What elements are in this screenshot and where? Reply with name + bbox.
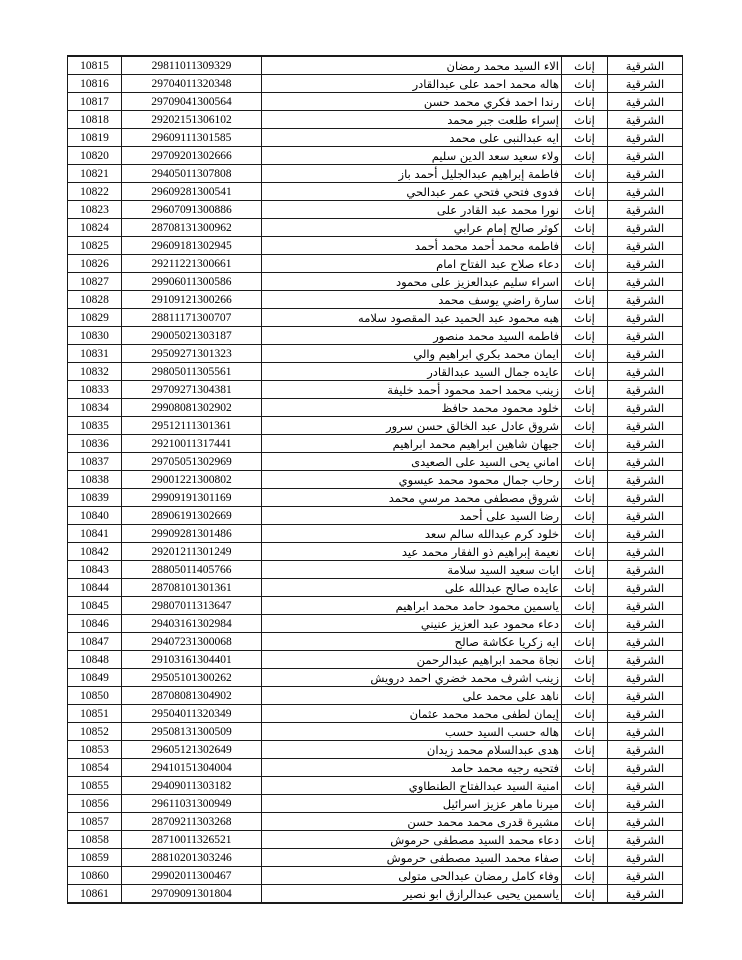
table-row <box>68 255 683 273</box>
cell-governorate: الشرقية <box>608 417 683 435</box>
cell-name: نجاة محمد ابراهيم عبدالرحمن <box>262 651 562 669</box>
cell-serial: 10846 <box>68 615 122 633</box>
cell-gender: إناث <box>562 777 608 795</box>
cell-name: الاء السيد محمد رمضان <box>262 56 562 75</box>
cell-national-id: 29202151306102 <box>122 111 262 129</box>
cell-national-id: 29908081302902 <box>122 399 262 417</box>
table-row <box>68 435 683 453</box>
table-row <box>68 273 683 291</box>
cell-governorate: الشرقية <box>608 237 683 255</box>
cell-national-id: 29704011320348 <box>122 75 262 93</box>
table-row <box>68 633 683 651</box>
cell-name: ولاء سعيد سعد الدين سليم <box>262 147 562 165</box>
cell-governorate: الشرقية <box>608 165 683 183</box>
cell-name: شروق مصطفى محمد مرسي محمد <box>262 489 562 507</box>
cell-name: خلود كرم عبدالله سالم سعد <box>262 525 562 543</box>
table-row <box>68 813 683 831</box>
cell-serial: 10858 <box>68 831 122 849</box>
cell-serial: 10849 <box>68 669 122 687</box>
cell-governorate: الشرقية <box>608 759 683 777</box>
cell-national-id: 29909281301486 <box>122 525 262 543</box>
table-row <box>68 795 683 813</box>
cell-national-id: 29611031300949 <box>122 795 262 813</box>
cell-national-id: 29607091300886 <box>122 201 262 219</box>
table-row <box>68 291 683 309</box>
cell-serial: 10818 <box>68 111 122 129</box>
cell-serial: 10856 <box>68 795 122 813</box>
table-row <box>68 597 683 615</box>
cell-serial: 10853 <box>68 741 122 759</box>
table-row <box>68 723 683 741</box>
cell-gender: إناث <box>562 633 608 651</box>
cell-name: زينب اشرف محمد خضري احمد درويش <box>262 669 562 687</box>
cell-gender: إناث <box>562 471 608 489</box>
cell-name: مشيرة قدرى محمد محمد حسن <box>262 813 562 831</box>
cell-name: رضا السيد على أحمد <box>262 507 562 525</box>
table-row <box>68 93 683 111</box>
cell-serial: 10822 <box>68 183 122 201</box>
cell-national-id: 29211221300661 <box>122 255 262 273</box>
table-row <box>68 777 683 795</box>
cell-gender: إناث <box>562 417 608 435</box>
cell-serial: 10843 <box>68 561 122 579</box>
cell-gender: إناث <box>562 201 608 219</box>
table-row <box>68 849 683 867</box>
cell-governorate: الشرقية <box>608 795 683 813</box>
cell-serial: 10832 <box>68 363 122 381</box>
cell-national-id: 29709091301804 <box>122 885 262 904</box>
cell-governorate: الشرقية <box>608 399 683 417</box>
cell-national-id: 29705051302969 <box>122 453 262 471</box>
cell-serial: 10830 <box>68 327 122 345</box>
cell-gender: إناث <box>562 507 608 525</box>
cell-governorate: الشرقية <box>608 201 683 219</box>
cell-name: عايده جمال السيد عبدالقادر <box>262 363 562 381</box>
cell-serial: 10819 <box>68 129 122 147</box>
table-row <box>68 741 683 759</box>
cell-gender: إناث <box>562 273 608 291</box>
cell-governorate: الشرقية <box>608 507 683 525</box>
cell-name: هدى عبدالسلام محمد زيدان <box>262 741 562 759</box>
table-row <box>68 507 683 525</box>
cell-serial: 10834 <box>68 399 122 417</box>
cell-name: ايه زكريا عكاشة صالح <box>262 633 562 651</box>
table-row <box>68 165 683 183</box>
cell-serial: 10841 <box>68 525 122 543</box>
cell-serial: 10833 <box>68 381 122 399</box>
cell-gender: إناث <box>562 363 608 381</box>
cell-national-id: 28708131300962 <box>122 219 262 237</box>
cell-gender: إناث <box>562 561 608 579</box>
table-row <box>68 399 683 417</box>
cell-governorate: الشرقية <box>608 255 683 273</box>
cell-serial: 10861 <box>68 885 122 904</box>
cell-governorate: الشرقية <box>608 309 683 327</box>
cell-governorate: الشرقية <box>608 273 683 291</box>
cell-name: هاله حسب السيد حسب <box>262 723 562 741</box>
cell-name: وفاء كامل رمضان عبدالحى متولى <box>262 867 562 885</box>
table-row <box>68 759 683 777</box>
cell-national-id: 29605121302649 <box>122 741 262 759</box>
cell-name: فدوى فتحي فتحي عمر عبدالحي <box>262 183 562 201</box>
cell-national-id: 29405011307808 <box>122 165 262 183</box>
table-row <box>68 219 683 237</box>
cell-gender: إناث <box>562 741 608 759</box>
cell-serial: 10827 <box>68 273 122 291</box>
cell-serial: 10859 <box>68 849 122 867</box>
table-row <box>68 75 683 93</box>
cell-name: زينب محمد احمد محمود أحمد خليفة <box>262 381 562 399</box>
cell-governorate: الشرقية <box>608 525 683 543</box>
cell-name: خلود محمود محمد حافظ <box>262 399 562 417</box>
cell-serial: 10842 <box>68 543 122 561</box>
table-row <box>68 831 683 849</box>
cell-name: صفاء محمد السيد مصطفى حرموش <box>262 849 562 867</box>
cell-gender: إناث <box>562 597 608 615</box>
cell-serial: 10838 <box>68 471 122 489</box>
cell-governorate: الشرقية <box>608 885 683 904</box>
cell-national-id: 29906011300586 <box>122 273 262 291</box>
cell-national-id: 29505101300262 <box>122 669 262 687</box>
cell-governorate: الشرقية <box>608 777 683 795</box>
cell-name: فاطمه محمد أحمد محمد أحمد <box>262 237 562 255</box>
cell-national-id: 29409011303182 <box>122 777 262 795</box>
cell-serial: 10854 <box>68 759 122 777</box>
table-row <box>68 615 683 633</box>
table-row <box>68 363 683 381</box>
cell-national-id: 29807011313647 <box>122 597 262 615</box>
cell-governorate: الشرقية <box>608 579 683 597</box>
cell-serial: 10824 <box>68 219 122 237</box>
cell-national-id: 28906191302669 <box>122 507 262 525</box>
names-roster-table <box>67 55 683 904</box>
cell-serial: 10820 <box>68 147 122 165</box>
cell-gender: إناث <box>562 255 608 273</box>
cell-gender: إناث <box>562 435 608 453</box>
roster-table-container <box>68 55 683 904</box>
cell-governorate: الشرقية <box>608 687 683 705</box>
cell-governorate: الشرقية <box>608 561 683 579</box>
cell-gender: إناث <box>562 147 608 165</box>
cell-national-id: 28810201303246 <box>122 849 262 867</box>
cell-name: ياسمين محمود حامد محمد ابراهيم <box>262 597 562 615</box>
cell-gender: إناث <box>562 849 608 867</box>
cell-serial: 10857 <box>68 813 122 831</box>
cell-gender: إناث <box>562 291 608 309</box>
cell-name: رندا احمد فكري محمد حسن <box>262 93 562 111</box>
table-row <box>68 489 683 507</box>
cell-gender: إناث <box>562 309 608 327</box>
cell-name: دعاء محمد السيد مصطفى حرموش <box>262 831 562 849</box>
cell-name: دعاء محمود عبد العزيز عنيني <box>262 615 562 633</box>
cell-serial: 10855 <box>68 777 122 795</box>
cell-serial: 10829 <box>68 309 122 327</box>
cell-gender: إناث <box>562 723 608 741</box>
cell-name: نعيمة إبراهيم ذو الفقار محمد عيد <box>262 543 562 561</box>
cell-gender: إناث <box>562 56 608 75</box>
cell-national-id: 28708101301361 <box>122 579 262 597</box>
cell-serial: 10848 <box>68 651 122 669</box>
cell-serial: 10837 <box>68 453 122 471</box>
cell-governorate: الشرقية <box>608 291 683 309</box>
cell-name: فتحيه رجيه محمد حامد <box>262 759 562 777</box>
cell-gender: إناث <box>562 399 608 417</box>
cell-governorate: الشرقية <box>608 345 683 363</box>
table-row <box>68 129 683 147</box>
cell-serial: 10816 <box>68 75 122 93</box>
roster-table-body <box>68 56 683 903</box>
cell-name: فاطمه السيد محمد منصور <box>262 327 562 345</box>
cell-serial: 10840 <box>68 507 122 525</box>
cell-serial: 10835 <box>68 417 122 435</box>
cell-serial: 10825 <box>68 237 122 255</box>
table-row <box>68 201 683 219</box>
cell-national-id: 29201211301249 <box>122 543 262 561</box>
table-row <box>68 327 683 345</box>
cell-serial: 10828 <box>68 291 122 309</box>
cell-national-id: 28709211303268 <box>122 813 262 831</box>
cell-gender: إناث <box>562 327 608 345</box>
cell-governorate: الشرقية <box>608 435 683 453</box>
cell-gender: إناث <box>562 345 608 363</box>
cell-gender: إناث <box>562 183 608 201</box>
cell-gender: إناث <box>562 705 608 723</box>
table-row <box>68 309 683 327</box>
cell-serial: 10815 <box>68 56 122 75</box>
table-row <box>68 381 683 399</box>
cell-governorate: الشرقية <box>608 543 683 561</box>
table-row <box>68 885 683 904</box>
cell-name: كوثر صالح إمام عرابي <box>262 219 562 237</box>
cell-national-id: 28811171300707 <box>122 309 262 327</box>
cell-governorate: الشرقية <box>608 489 683 507</box>
cell-name: ياسمين يحيى عبدالرازق ابو نصير <box>262 885 562 904</box>
cell-gender: إناث <box>562 543 608 561</box>
cell-governorate: الشرقية <box>608 597 683 615</box>
cell-national-id: 29709041300564 <box>122 93 262 111</box>
table-row <box>68 669 683 687</box>
cell-national-id: 29403161302984 <box>122 615 262 633</box>
cell-name: هبه محمود عبد الحميد عبد المقصود سلامه <box>262 309 562 327</box>
cell-governorate: الشرقية <box>608 363 683 381</box>
cell-gender: إناث <box>562 885 608 904</box>
cell-national-id: 29103161304401 <box>122 651 262 669</box>
cell-governorate: الشرقية <box>608 183 683 201</box>
cell-governorate: الشرقية <box>608 56 683 75</box>
cell-national-id: 29512111301361 <box>122 417 262 435</box>
cell-governorate: الشرقية <box>608 453 683 471</box>
cell-national-id: 29909191301169 <box>122 489 262 507</box>
cell-governorate: الشرقية <box>608 849 683 867</box>
cell-governorate: الشرقية <box>608 723 683 741</box>
cell-national-id: 29609281300541 <box>122 183 262 201</box>
cell-gender: إناث <box>562 615 608 633</box>
cell-gender: إناث <box>562 219 608 237</box>
cell-gender: إناث <box>562 75 608 93</box>
cell-national-id: 29609111301585 <box>122 129 262 147</box>
cell-governorate: الشرقية <box>608 93 683 111</box>
cell-name: اسراء سليم عبدالعزيز على محمود <box>262 273 562 291</box>
cell-gender: إناث <box>562 93 608 111</box>
cell-name: ايه عبدالنبى على محمد <box>262 129 562 147</box>
cell-name: ناهد على محمد على <box>262 687 562 705</box>
cell-governorate: الشرقية <box>608 129 683 147</box>
table-row <box>68 111 683 129</box>
cell-serial: 10844 <box>68 579 122 597</box>
cell-gender: إناث <box>562 867 608 885</box>
cell-national-id: 29407231300068 <box>122 633 262 651</box>
cell-gender: إناث <box>562 687 608 705</box>
table-row <box>68 237 683 255</box>
cell-serial: 10845 <box>68 597 122 615</box>
cell-governorate: الشرقية <box>608 327 683 345</box>
cell-national-id: 29509271301323 <box>122 345 262 363</box>
table-row <box>68 453 683 471</box>
cell-name: ايمان محمد بكري ابراهيم والي <box>262 345 562 363</box>
table-row <box>68 579 683 597</box>
cell-gender: إناث <box>562 759 608 777</box>
cell-governorate: الشرقية <box>608 219 683 237</box>
cell-governorate: الشرقية <box>608 615 683 633</box>
cell-national-id: 29902011300467 <box>122 867 262 885</box>
cell-national-id: 29001221300802 <box>122 471 262 489</box>
cell-gender: إناث <box>562 111 608 129</box>
cell-serial: 10821 <box>68 165 122 183</box>
table-row <box>68 867 683 885</box>
cell-serial: 10823 <box>68 201 122 219</box>
cell-governorate: الشرقية <box>608 381 683 399</box>
cell-name: هاله محمد احمد على عبدالقادر <box>262 75 562 93</box>
cell-serial: 10839 <box>68 489 122 507</box>
table-row <box>68 543 683 561</box>
table-row <box>68 417 683 435</box>
cell-serial: 10831 <box>68 345 122 363</box>
table-row <box>68 471 683 489</box>
cell-governorate: الشرقية <box>608 633 683 651</box>
cell-governorate: الشرقية <box>608 147 683 165</box>
cell-national-id: 29210011317441 <box>122 435 262 453</box>
cell-gender: إناث <box>562 381 608 399</box>
cell-national-id: 29709201302666 <box>122 147 262 165</box>
cell-governorate: الشرقية <box>608 651 683 669</box>
cell-national-id: 29410151304004 <box>122 759 262 777</box>
cell-governorate: الشرقية <box>608 471 683 489</box>
cell-name: شروق عادل عبد الخالق حسن سرور <box>262 417 562 435</box>
cell-national-id: 28710011326521 <box>122 831 262 849</box>
cell-name: إيمان لطفى محمد محمد عثمان <box>262 705 562 723</box>
cell-governorate: الشرقية <box>608 813 683 831</box>
cell-gender: إناث <box>562 831 608 849</box>
cell-serial: 10850 <box>68 687 122 705</box>
table-row <box>68 705 683 723</box>
cell-national-id: 28805011405766 <box>122 561 262 579</box>
table-row <box>68 183 683 201</box>
cell-governorate: الشرقية <box>608 111 683 129</box>
cell-serial: 10826 <box>68 255 122 273</box>
cell-gender: إناث <box>562 813 608 831</box>
cell-governorate: الشرقية <box>608 705 683 723</box>
cell-governorate: الشرقية <box>608 867 683 885</box>
cell-national-id: 29508131300509 <box>122 723 262 741</box>
table-row <box>68 147 683 165</box>
cell-serial: 10851 <box>68 705 122 723</box>
cell-name: جيهان شاهين ابراهيم محمد ابراهيم <box>262 435 562 453</box>
cell-name: ميرنا ماهر عزيز اسرائيل <box>262 795 562 813</box>
cell-gender: إناث <box>562 129 608 147</box>
table-row <box>68 345 683 363</box>
cell-governorate: الشرقية <box>608 741 683 759</box>
cell-gender: إناث <box>562 795 608 813</box>
cell-national-id: 29109121300266 <box>122 291 262 309</box>
cell-name: ايات سعيد السيد سلامة <box>262 561 562 579</box>
cell-national-id: 29709271304381 <box>122 381 262 399</box>
table-row <box>68 687 683 705</box>
cell-name: رحاب جمال محمود محمد عيسوي <box>262 471 562 489</box>
cell-name: نورا محمد عبد القادر على <box>262 201 562 219</box>
cell-gender: إناث <box>562 651 608 669</box>
cell-name: فاطمة إبراهيم عبدالجليل أحمد باز <box>262 165 562 183</box>
cell-governorate: الشرقية <box>608 831 683 849</box>
cell-governorate: الشرقية <box>608 75 683 93</box>
cell-gender: إناث <box>562 525 608 543</box>
cell-name: امنية السيد عبدالفتاح الطنطاوي <box>262 777 562 795</box>
cell-serial: 10860 <box>68 867 122 885</box>
cell-name: إسراء طلعت جبر محمد <box>262 111 562 129</box>
cell-national-id: 29811011309329 <box>122 56 262 75</box>
table-row <box>68 56 683 75</box>
cell-gender: إناث <box>562 165 608 183</box>
cell-serial: 10847 <box>68 633 122 651</box>
cell-gender: إناث <box>562 669 608 687</box>
cell-name: اماني يحى السيد على الصعيدى <box>262 453 562 471</box>
cell-serial: 10852 <box>68 723 122 741</box>
cell-name: عايده صالح عبدالله على <box>262 579 562 597</box>
cell-gender: إناث <box>562 453 608 471</box>
table-row <box>68 525 683 543</box>
cell-gender: إناث <box>562 579 608 597</box>
cell-national-id: 29609181302945 <box>122 237 262 255</box>
cell-national-id: 29805011305561 <box>122 363 262 381</box>
cell-national-id: 29005021303187 <box>122 327 262 345</box>
table-row <box>68 651 683 669</box>
cell-name: سارة راضي يوسف محمد <box>262 291 562 309</box>
cell-gender: إناث <box>562 237 608 255</box>
cell-serial: 10836 <box>68 435 122 453</box>
cell-governorate: الشرقية <box>608 669 683 687</box>
cell-serial: 10817 <box>68 93 122 111</box>
cell-gender: إناث <box>562 489 608 507</box>
table-row <box>68 561 683 579</box>
cell-national-id: 29504011320349 <box>122 705 262 723</box>
cell-name: دعاء صلاح عبد الفتاح امام <box>262 255 562 273</box>
cell-national-id: 28708081304902 <box>122 687 262 705</box>
